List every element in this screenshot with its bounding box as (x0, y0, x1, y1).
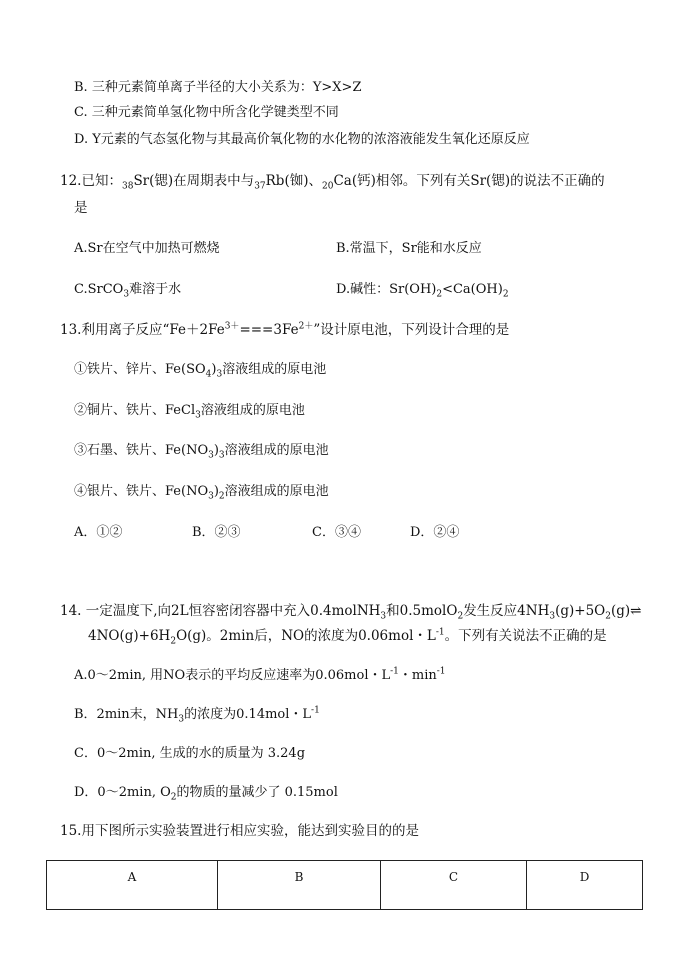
q13-stem: 13.利用离子反应“$Fe+2Fe^{3+}===3Fe^{2+}$”设计原电池，下列设计合理的是 (60, 321, 510, 338)
q13-option-d: D．②④ (410, 525, 460, 540)
q13-option-b: B．②③ (192, 525, 241, 540)
q12-option-b: B.常温下，Sr能和水反应 (336, 241, 482, 256)
q11-option-d: D. Y元素的气态氢化物与其最高价氧化物的水化物的浓溶液能发生氧化还原反应 (74, 132, 530, 147)
q12-option-c: C.SrCO$_3$难溶于水 (74, 282, 182, 300)
q12-stem-line2: 是 (74, 200, 88, 216)
q13-item-2: ②铜片、铁片、FeCl$_3$溶液组成的原电池 (74, 403, 305, 421)
q12-stem: 12.已知：$_{38}$Sr(锶)在周期表中与$_{37}$Rb(铷)、$_{20}$Ca(钙)相邻。下列有关Sr(锶)的说法不正确的 (60, 173, 605, 192)
table-header-d: D (527, 861, 643, 910)
q11-option-b: B. 三种元素简单离子半径的大小关系为：Y>X>Z (74, 80, 362, 95)
table-header-c: C (381, 861, 527, 910)
q12-option-d: D.碱性：$Sr(OH)_2<Ca(OH)_2$ (336, 282, 509, 300)
q15-stem: 15.用下图所示实验装置进行相应实验，能达到实验目的的是 (60, 823, 419, 839)
table-row (47, 861, 643, 910)
q14-option-a: A.0～2min, 用NO表示的平均反应速率为0.06mol・$L^{-1}$・$\min^{-1}$ (74, 666, 446, 683)
q13-option-a: A．①② (74, 525, 123, 540)
q12-option-a: A.Sr在空气中加热可燃烧 (74, 241, 220, 256)
q14-stem: 14. 一定温度下,向2L恒容密闭容器中充入0.4molNH$_3$和0.5molO$_2$发生反应$4NH_3(g)+5O_2(g)\rightleftharpoons$ (60, 603, 642, 622)
q11-option-c: C. 三种元素简单氢化物中所含化学键类型不同 (74, 105, 339, 120)
q13-item-4: ④银片、铁片、$Fe(NO_3)_2$溶液组成的原电池 (74, 484, 329, 502)
q14-stem-line2: $4NO(g)+6H_2O(g)$。2min后，NO的浓度为0.06mol・$L^{-1}$。下列有关说法不正确的是 (88, 627, 607, 647)
q14-option-c: C．0～2min, 生成的水的质量为 3.24g (74, 746, 306, 761)
q14-option-d: D．0～2min, $O_2$的物质的量减少了 0.15mol (74, 785, 338, 803)
table-header-b: B (218, 861, 381, 910)
q15-answer-table (46, 860, 643, 910)
q13-option-c: C．③④ (312, 525, 361, 540)
q13-item-1: ①铁片、锌片、$Fe(SO_4)_3$溶液组成的原电池 (74, 362, 327, 380)
q13-item-3: ③石墨、铁片、$Fe(NO_3)_3$溶液组成的原电池 (74, 443, 329, 461)
table-header-a: A (47, 861, 218, 910)
q14-option-b: B．2min末，$NH_3$的浓度为0.14mol・$L^{-1}$ (74, 705, 320, 725)
